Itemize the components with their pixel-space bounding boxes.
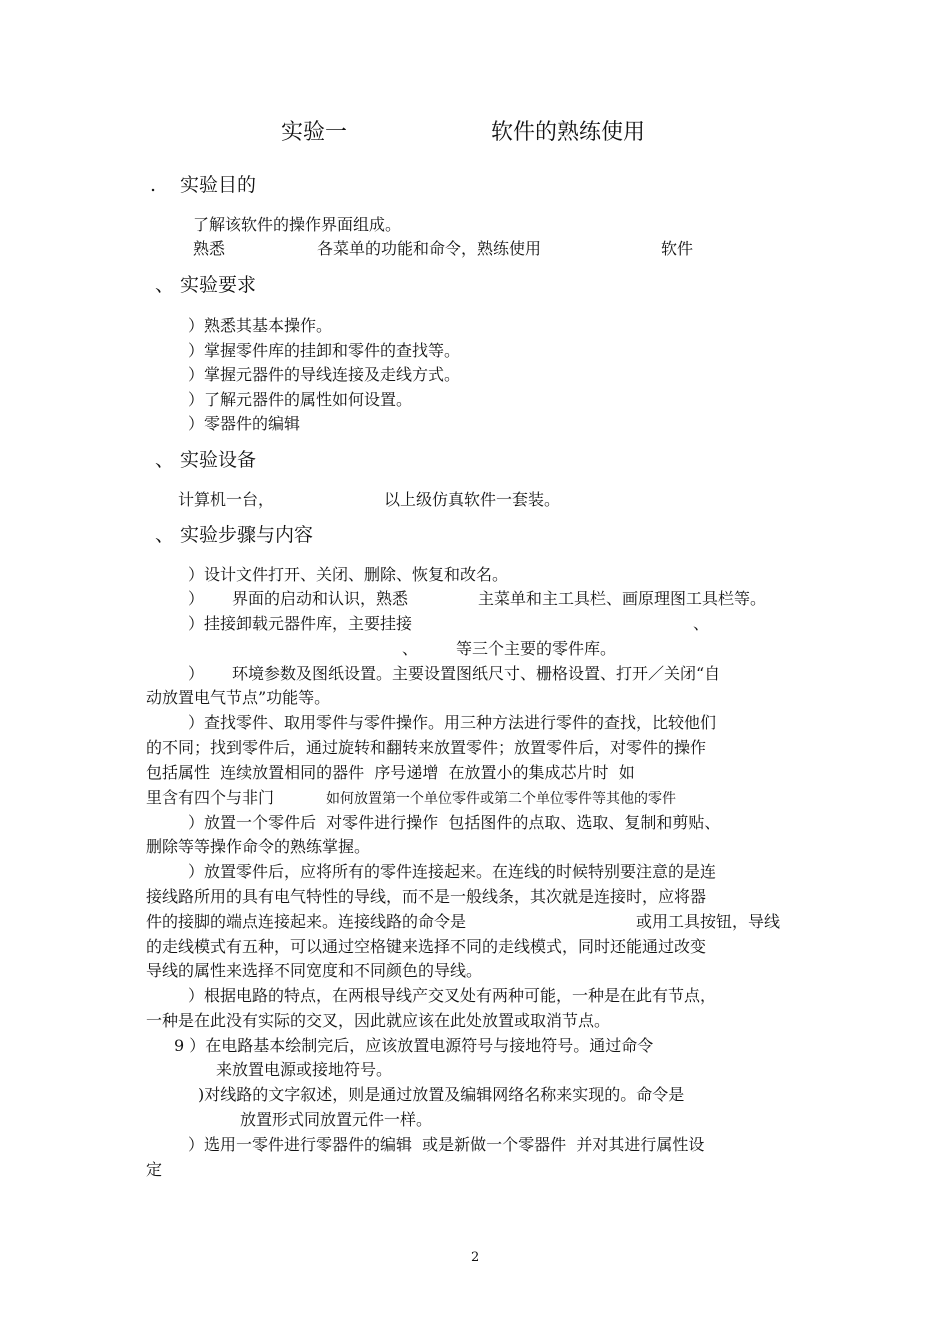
- purpose-line: 各菜单的功能和命令，熟练使用: [317, 239, 542, 258]
- requirement-item: ）了解元器件的属性如何设置。: [188, 390, 413, 409]
- step-line: 动放置电气节点”功能等。: [146, 688, 331, 707]
- page-number: 2: [471, 1250, 480, 1265]
- step-line: 或用工具按钮，导线: [636, 912, 781, 931]
- step-line: ）放置零件后，应将所有的零件连接起来。在连线的时候特别要注意的是连: [188, 862, 717, 881]
- requirement-item: ）熟悉其基本操作。: [188, 316, 333, 335]
- step-line: ）根据电路的特点，在两根导线产交叉处有两种可能，一种是在此有节点，: [188, 986, 717, 1005]
- step-line: 来放置电源或接地符号。: [216, 1060, 393, 1079]
- section-heading-equipment: 实验设备: [180, 449, 257, 471]
- step-line: 环境参数及图纸设置。主要设置图纸尺寸、栅格设置、打开／关闭“自: [232, 664, 721, 683]
- page-title-right: 软件的熟练使用: [491, 120, 646, 145]
- section-marker: 、: [155, 524, 175, 546]
- requirement-item: ）零器件的编辑: [188, 414, 301, 433]
- step-line: )对线路的文字叙述，则是通过放置及编辑网络名称来实现的。命令是: [198, 1085, 685, 1104]
- step-line: ）: [188, 589, 205, 608]
- step-line: ）放置一个零件后 对零件进行操作 包括图件的点取、选取、复制和剪贴、: [188, 813, 721, 832]
- equipment-line: 计算机一台，: [178, 490, 275, 509]
- step-line: 件的接脚的端点连接起来。连接线路的命令是: [146, 912, 467, 931]
- requirement-item: ）掌握零件库的挂卸和零件的查找等。: [188, 341, 461, 360]
- section-heading-steps: 实验步骤与内容: [180, 524, 314, 546]
- step-line: 一种是在此没有实际的交叉，因此就应该在此处放置或取消节点。: [146, 1011, 611, 1030]
- section-heading-requirements: 实验要求: [180, 274, 257, 296]
- purpose-line: 软件: [661, 239, 694, 258]
- step-line: 9 ）在电路基本绘制完后，应该放置电源符号与接地符号。通过命令: [174, 1036, 654, 1055]
- step-line: ）查找零件、取用零件与零件操作。用三种方法进行零件的查找，比较他们: [188, 713, 717, 732]
- step-line: 、: [693, 614, 710, 633]
- step-line: 如何放置第一个单位零件或第二个单位零件等其他的零件: [326, 791, 676, 807]
- step-line: 等三个主要的零件库。: [456, 639, 617, 658]
- equipment-line: 以上级仿真软件一套装。: [384, 490, 561, 509]
- step-line: 放置形式同放置元件一样。: [240, 1110, 433, 1129]
- step-line: ）选用一零件进行零器件的编辑 或是新做一个零器件 并对其进行属性设: [188, 1135, 705, 1154]
- step-line: 界面的启动和认识，熟悉: [232, 589, 409, 608]
- step-line: 主菜单和主工具栏、画原理图工具栏等。: [478, 589, 767, 608]
- step-line: ）设计文件打开、关闭、删除、恢复和改名。: [188, 565, 509, 584]
- section-marker: 、: [155, 449, 175, 471]
- step-line: 的走线模式有五种，可以通过空格键来选择不同的走线模式，同时还能通过改变: [146, 937, 707, 956]
- section-marker: 、: [155, 274, 175, 296]
- step-line: ）: [188, 664, 205, 683]
- step-line: 的不同；找到零件后，通过旋转和翻转来放置零件；放置零件后，对零件的操作: [146, 738, 707, 757]
- step-line: 接线路所用的具有电气特性的导线，而不是一般线条，其次就是连接时，应将器: [146, 887, 707, 906]
- step-line: 包括属性 连续放置相同的器件 序号递增 在放置小的集成芯片时 如: [146, 763, 635, 782]
- page-title-left: 实验一: [281, 120, 348, 145]
- step-line: 定: [146, 1160, 163, 1179]
- step-line: ）挂接卸载元器件库，主要挂接: [188, 614, 413, 633]
- section-marker: .: [150, 174, 157, 196]
- section-heading-purpose: 实验目的: [180, 174, 257, 196]
- purpose-line: 熟悉: [193, 239, 226, 258]
- step-line: 、: [402, 639, 419, 658]
- step-line: 导线的属性来选择不同宽度和不同颜色的导线。: [146, 961, 483, 980]
- step-line: 删除等等操作命令的熟练掌握。: [146, 837, 371, 856]
- step-line: 里含有四个与非门: [146, 788, 275, 807]
- purpose-line: 了解该软件的操作界面组成。: [193, 215, 402, 234]
- requirement-item: ）掌握元器件的导线连接及走线方式。: [188, 365, 461, 384]
